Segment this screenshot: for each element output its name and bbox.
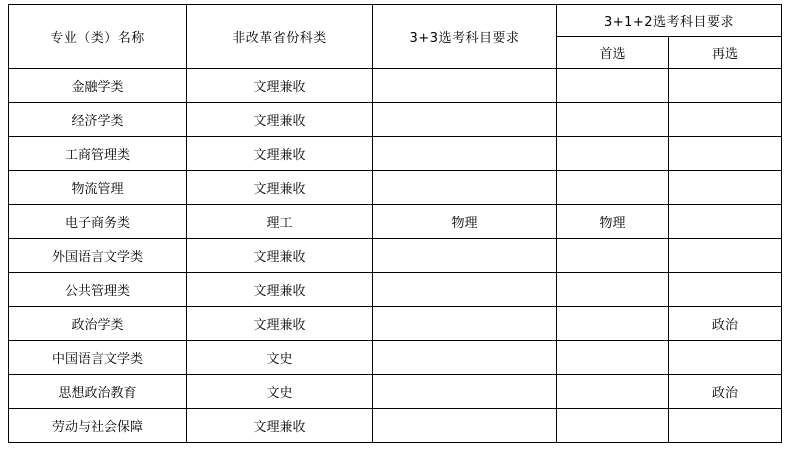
cell-second-choice [669, 409, 782, 443]
table-row [9, 375, 782, 409]
cell-major-name: 外国语言文学类 [9, 239, 187, 273]
table-row [9, 341, 782, 375]
cell-non-reform-category: 文史 [187, 341, 373, 375]
cell-second-choice [669, 171, 782, 205]
cell-non-reform-category: 文理兼收 [187, 239, 373, 273]
cell-major-name: 思想政治教育 [9, 375, 187, 409]
cell-non-reform-category: 文史 [187, 375, 373, 409]
cell-second-choice: 政治 [669, 307, 782, 341]
cell-3plus3-requirement [373, 409, 557, 443]
cell-non-reform-category: 文理兼收 [187, 103, 373, 137]
cell-first-choice [557, 137, 669, 171]
cell-second-choice [669, 69, 782, 103]
cell-major-name: 政治学类 [9, 307, 187, 341]
table-row [9, 171, 782, 205]
cell-3plus3-requirement [373, 137, 557, 171]
cell-second-choice [669, 137, 782, 171]
cell-non-reform-category: 文理兼收 [187, 409, 373, 443]
cell-non-reform-category: 文理兼收 [187, 69, 373, 103]
column-header-second-choice: 再选 [669, 37, 782, 69]
table-row [9, 409, 782, 443]
cell-3plus3-requirement [373, 239, 557, 273]
cell-first-choice [557, 375, 669, 409]
cell-non-reform-category: 文理兼收 [187, 273, 373, 307]
cell-second-choice: 政治 [669, 375, 782, 409]
table-header [9, 5, 782, 69]
table-row [9, 103, 782, 137]
cell-first-choice: 物理 [557, 205, 669, 239]
table-body [9, 69, 782, 443]
cell-major-name: 电子商务类 [9, 205, 187, 239]
table-row [9, 273, 782, 307]
cell-first-choice [557, 103, 669, 137]
cell-major-name: 劳动与社会保障 [9, 409, 187, 443]
cell-second-choice [669, 103, 782, 137]
cell-major-name: 中国语言文学类 [9, 341, 187, 375]
column-header-first-choice: 首选 [557, 37, 669, 69]
cell-first-choice [557, 307, 669, 341]
cell-first-choice [557, 341, 669, 375]
table-header-row-1 [9, 5, 782, 37]
cell-major-name: 金融学类 [9, 69, 187, 103]
cell-major-name: 工商管理类 [9, 137, 187, 171]
table-row [9, 307, 782, 341]
cell-major-name: 物流管理 [9, 171, 187, 205]
cell-first-choice [557, 409, 669, 443]
cell-3plus3-requirement [373, 375, 557, 409]
subject-requirements-table [8, 4, 782, 443]
column-header-major-name: 专业（类）名称 [9, 5, 187, 69]
table-row [9, 137, 782, 171]
cell-3plus3-requirement [373, 273, 557, 307]
cell-major-name: 公共管理类 [9, 273, 187, 307]
cell-first-choice [557, 171, 669, 205]
column-header-non-reform: 非改革省份科类 [187, 5, 373, 69]
cell-3plus3-requirement: 物理 [373, 205, 557, 239]
cell-second-choice [669, 341, 782, 375]
cell-3plus3-requirement [373, 341, 557, 375]
column-header-3plus3: 3+3选考科目要求 [373, 5, 557, 69]
cell-non-reform-category: 理工 [187, 205, 373, 239]
cell-second-choice [669, 205, 782, 239]
table-row [9, 69, 782, 103]
cell-non-reform-category: 文理兼收 [187, 307, 373, 341]
column-header-3plus1plus2: 3+1+2选考科目要求 [557, 5, 782, 37]
cell-3plus3-requirement [373, 171, 557, 205]
cell-3plus3-requirement [373, 69, 557, 103]
table-row [9, 239, 782, 273]
cell-non-reform-category: 文理兼收 [187, 171, 373, 205]
cell-major-name: 经济学类 [9, 103, 187, 137]
cell-second-choice [669, 273, 782, 307]
cell-non-reform-category: 文理兼收 [187, 137, 373, 171]
cell-first-choice [557, 239, 669, 273]
table-row [9, 205, 782, 239]
cell-3plus3-requirement [373, 307, 557, 341]
cell-3plus3-requirement [373, 103, 557, 137]
cell-first-choice [557, 69, 669, 103]
cell-second-choice [669, 239, 782, 273]
cell-first-choice [557, 273, 669, 307]
